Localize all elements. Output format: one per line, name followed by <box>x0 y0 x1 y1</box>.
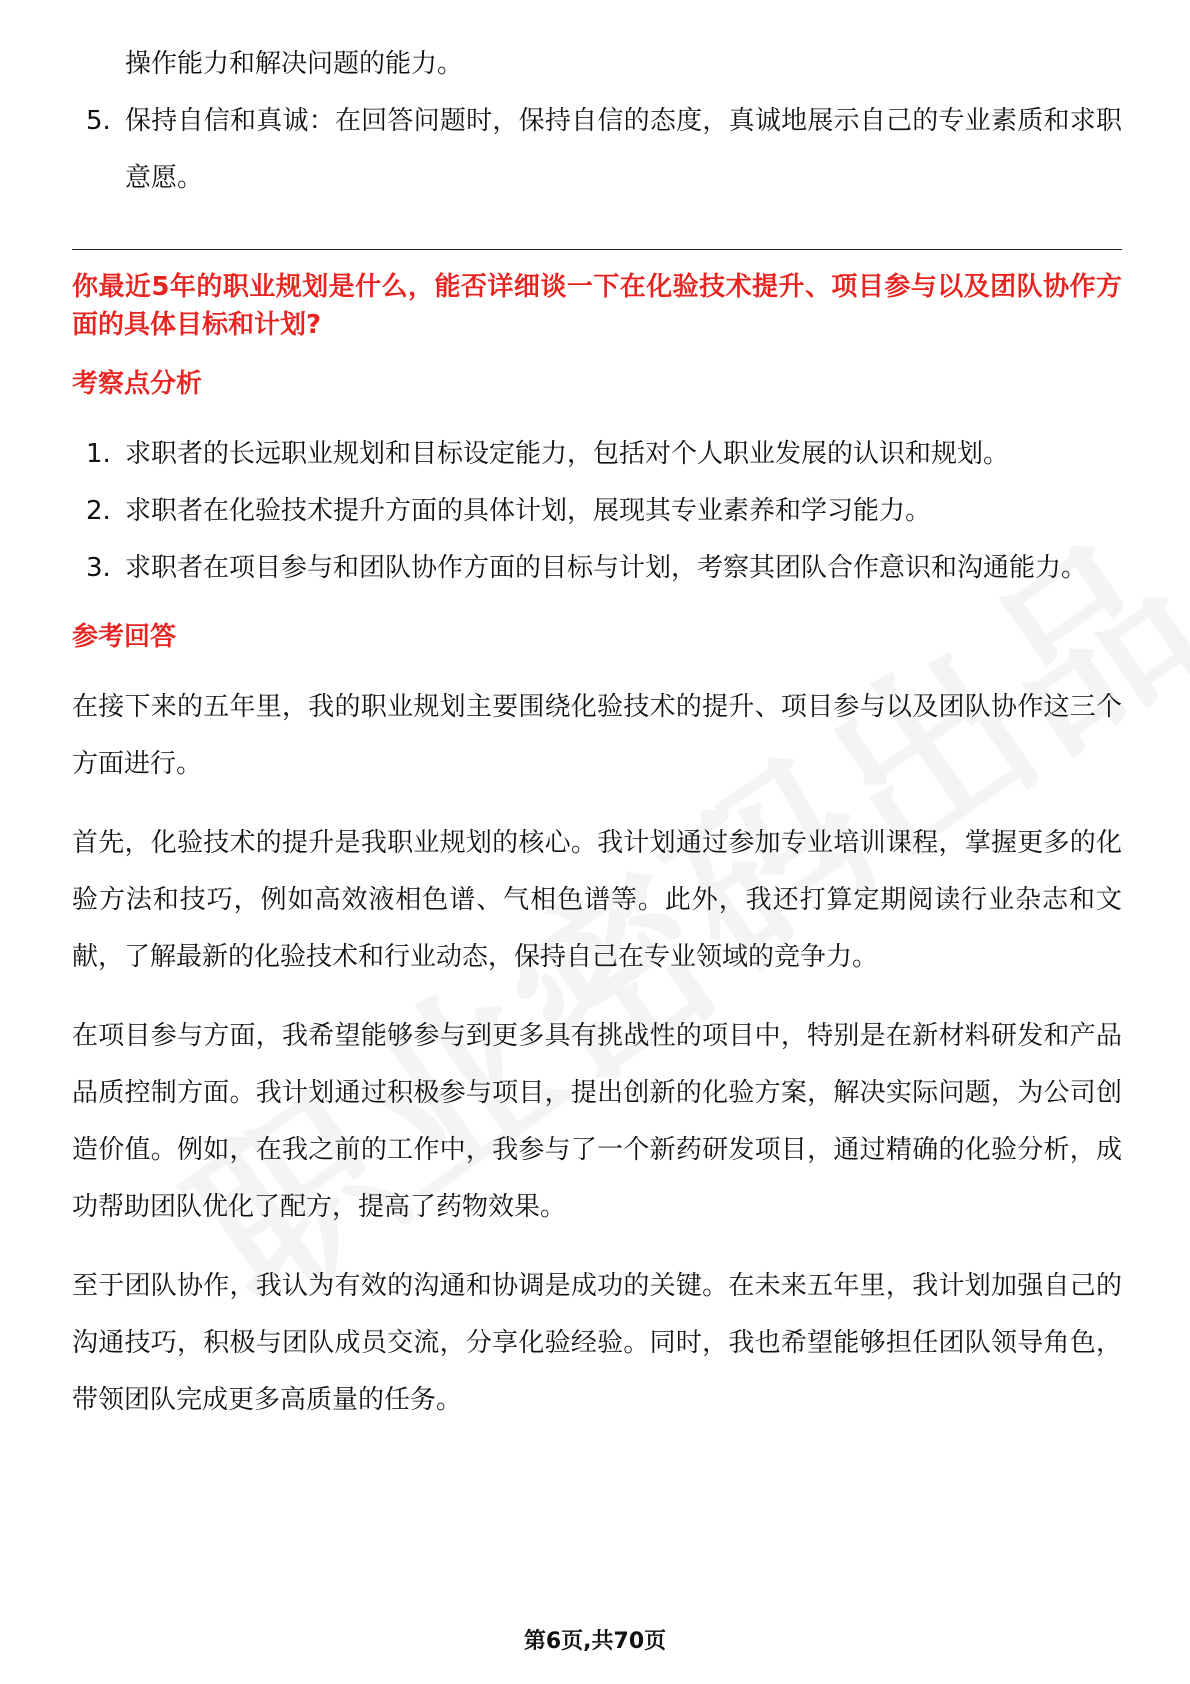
list-item-text: 保持自信和真诚：在回答问题时，保持自信的态度，真诚地展示自己的专业素质和求职意愿。 <box>125 106 1122 193</box>
list-item <box>72 426 1122 483</box>
list-item-text: 求职者在项目参与和团队协作方面的目标与计划，考察其团队合作意识和沟通能力。 <box>125 553 1088 583</box>
list-number: 1. <box>86 439 111 469</box>
list-number: 3. <box>86 553 111 583</box>
analysis-list <box>72 426 1122 597</box>
list-number: 5. <box>86 106 111 136</box>
list-item <box>72 540 1122 597</box>
list-item-continuation: 操作能力和解决问题的能力。 <box>125 49 464 79</box>
list-number: 2. <box>86 496 111 526</box>
list-item <box>72 483 1122 540</box>
answer-paragraph: 在接下来的五年里，我的职业规划主要围绕化验技术的提升、项目参与以及团队协作这三个方面进行。 <box>72 692 1122 779</box>
page-content <box>72 36 1122 1429</box>
list-item-text: 求职者在化验技术提升方面的具体计划，展现其专业素养和学习能力。 <box>125 496 932 526</box>
page-number-footer: 第6页,共70页 <box>523 1629 667 1654</box>
answer-paragraph: 至于团队协作，我认为有效的沟通和协调是成功的关键。在未来五年里，我计划加强自己的沟通技巧，积极与团队成员交流，分享化验经验。同时，我也希望能够担任团队领导角色，带领团队完成更多高质量的任务。 <box>72 1271 1122 1415</box>
answer-paragraph: 首先，化验技术的提升是我职业规划的核心。我计划通过参加专业培训课程，掌握更多的化验方法和技巧，例如高效液相色谱、气相色谱等。此外，我还打算定期阅读行业杂志和文献，了解最新的化验技术和行业动态，保持自己在专业领域的竞争力。 <box>72 828 1122 972</box>
answer-paragraph: 在项目参与方面，我希望能够参与到更多具有挑战性的项目中，特别是在新材料研发和产品品质控制方面。我计划通过积极参与项目，提出创新的化验方案，解决实际问题，为公司创造价值。例如，在我之前的工作中，我参与了一个新药研发项目，通过精确的化验分析，成功帮助团队优化了配方，提高了药物效果。 <box>72 1021 1122 1222</box>
divider <box>72 249 1122 250</box>
answer-heading: 参考回答 <box>72 622 177 652</box>
list-item <box>72 93 1122 207</box>
list-item-text: 求职者的长远职业规划和目标设定能力，包括对个人职业发展的认识和规划。 <box>125 439 1010 469</box>
analysis-heading: 考察点分析 <box>72 369 203 399</box>
question-heading: 你最近5年的职业规划是什么，能否详细谈一下在化验技术提升、项目参与以及团队协作方面的具体目标和计划? <box>72 272 1122 340</box>
